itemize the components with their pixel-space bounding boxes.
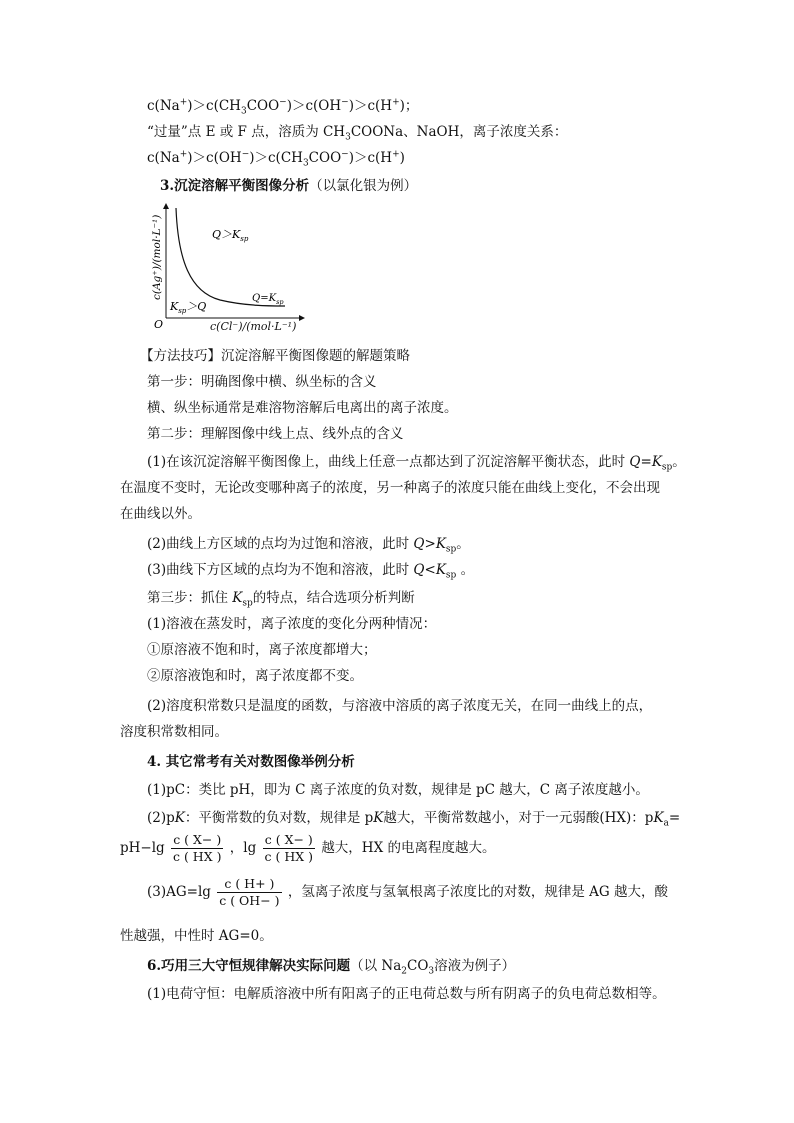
- section-heading-3: 3.沉淀溶解平衡图像分析（以氯化银为例）: [160, 178, 418, 194]
- pk-line-2: pH−lg $\frac{c ( X- )}{c ( HX )}$ ，lg $\frac{c ( X- )}{c ( HX )}$ 越大，HX 的电离程度越大。: [120, 832, 496, 864]
- point-2: (2)曲线上方区域的点均为过饱和溶液，此时 $Q>K_{sp}$。: [147, 536, 470, 555]
- ion-order-line-1: $c(Na^+)>c(CH_3COO^-)>c(OH^-)>c(H^+)$；: [147, 97, 419, 117]
- excess-point-line: “过量”点 E 或 F 点，溶质为 $CH_3COONa$、NaOH，离子浓度关系：: [147, 124, 568, 143]
- pk-line-1: (2)pK：平衡常数的负对数，规律是 pK越大，平衡常数越小，对于一元弱酸(HX)：$pK_a=$: [147, 810, 681, 829]
- above-curve-label: $Q>K_{sp}$: [212, 228, 249, 243]
- solubility-curve: [176, 208, 285, 306]
- section-heading-4: 4. 其它常考有关对数图像举例分析: [147, 754, 355, 770]
- ion-order-line-2: $c(Na^+)>c(OH^-)>c(CH_3COO^-)>c(H^+)$: [147, 149, 405, 169]
- evaporation-1b: ②原溶液饱和时，离子浓度都不变。: [147, 668, 363, 684]
- ksp-note-line-2: 溶度积常数相同。: [120, 724, 228, 740]
- step-1: 第一步：明确图像中横、纵坐标的含义: [147, 374, 377, 390]
- origin-label: O: [154, 318, 164, 331]
- point-1-line-3: 在曲线以外。: [120, 506, 201, 522]
- ag-line-1: (3)AG=lg $\frac{c ( H+ )}{c ( OH- )}$ ，氢离子浓度与氢氧根离子浓度比的对数，规律是 AG 越大，酸: [147, 876, 668, 908]
- y-axis-label: c(Ag⁺)/(mol·L⁻¹): [151, 214, 163, 300]
- point-3: (3)曲线下方区域的点均为不饱和溶液，此时 $Q<K_{sp}$ 。: [147, 562, 475, 581]
- evaporation-1: (1)溶液在蒸发时，离子浓度的变化分两种情况：: [147, 616, 437, 632]
- step-3: 第三步：抓住 $K_{sp}$的特点，结合选项分析判断: [147, 590, 415, 609]
- point-1-line-1: (1)在该沉淀溶解平衡图像上，曲线上任意一点都达到了沉淀溶解平衡状态，此时 $Q=K_{sp}$。: [147, 454, 686, 473]
- method-title: 【方法技巧】沉淀溶解平衡图像题的解题策略: [140, 348, 410, 364]
- precipitation-equilibrium-chart: [140, 200, 310, 340]
- ag-line-2: 性越强，中性时 AG=0。: [120, 928, 273, 944]
- evaporation-1a: ①原溶液不饱和时，离子浓度都增大；: [147, 642, 377, 658]
- ksp-note-line-1: (2)溶度积常数只是温度的函数，与溶液中溶质的离子浓度无关，在同一曲线上的点，: [147, 698, 653, 714]
- pc-line: (1)pC：类比 pH，即为 C 离子浓度的负对数，规律是 pC 越大，C 离子浓度越小。: [147, 782, 649, 798]
- charge-conservation: (1)电荷守恒：电解质溶液中所有阳离子的正电荷总数与所有阴离子的负电荷总数相等。: [147, 986, 666, 1002]
- on-curve-label: $Q=K_{sp}$: [252, 293, 284, 306]
- point-1-line-2: 在温度不变时，无论改变哪种离子的浓度，另一种离子的浓度只能在曲线上变化，不会出现: [120, 480, 660, 496]
- below-curve-label: $K_{sp}>Q$: [170, 300, 207, 315]
- step-1-detail: 横、纵坐标通常是难溶物溶解后电离出的离子浓度。: [147, 400, 458, 416]
- section-heading-6: 6.巧用三大守恒规律解决实际问题（以 $Na_2CO_3$溶液为例子）: [147, 958, 516, 977]
- step-2: 第二步：理解图像中线上点、线外点的含义: [147, 426, 404, 442]
- x-axis-label: c(Cl⁻)/(mol·L⁻¹): [210, 320, 297, 333]
